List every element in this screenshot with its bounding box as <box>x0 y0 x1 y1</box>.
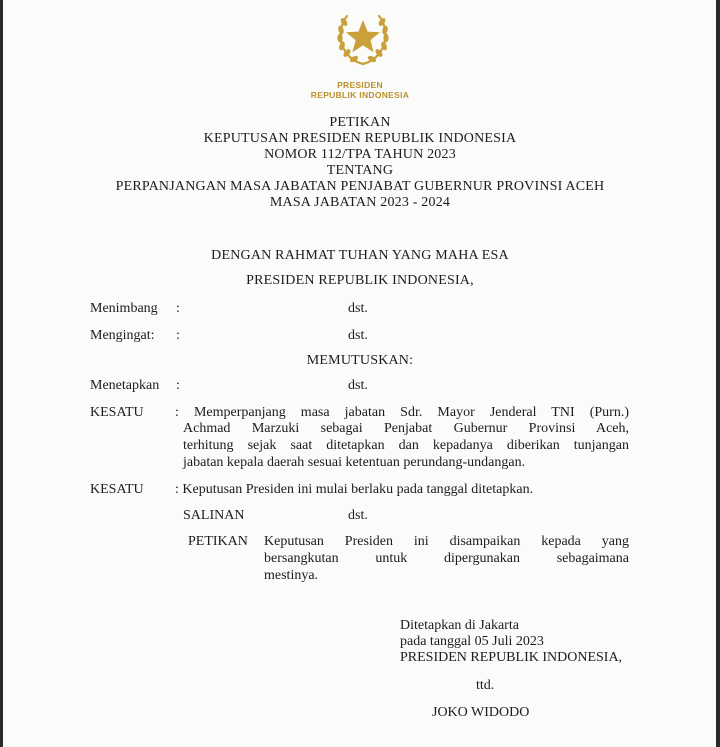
menetapkan-label: Menetapkan <box>90 378 160 393</box>
decision-heading: MEMUTUSKAN: <box>306 353 414 368</box>
menimbang-label: Menimbang <box>90 301 158 316</box>
decree-number: NOMOR 112/TPA TAHUN 2023 <box>264 147 456 162</box>
petikan-label: PETIKAN <box>188 534 248 549</box>
garuda-star-emblem-icon <box>333 6 393 68</box>
petikan-line-2: bersangkutan untuk dipergunakan sebagaimana <box>264 551 629 566</box>
mengingat-value: dst. <box>348 328 368 343</box>
emblem-caption-bottom: REPUBLIK INDONESIA <box>310 90 410 100</box>
first-article-line-4: jabatan kepala daerah sesuai ketentuan perundang-undangan. <box>183 455 526 470</box>
menetapkan-colon: : <box>176 378 180 393</box>
document-title: PETIKAN <box>329 115 391 130</box>
page-right-edge <box>716 0 720 747</box>
second-article-text: : Keputusan Presiden ini mulai berlaku pada tanggal ditetapkan. <box>175 482 534 497</box>
president-heading: PRESIDEN REPUBLIK INDONESIA, <box>246 273 474 288</box>
second-article-label: KESATU <box>90 482 144 497</box>
mengingat-colon: : <box>176 328 180 343</box>
menimbang-colon: : <box>176 301 180 316</box>
first-article-line-1: : Memperpanjang masa jabatan Sdr. Mayor Jenderal TNI (Purn.) <box>175 405 629 420</box>
signature-place: Ditetapkan di Jakarta <box>400 618 519 633</box>
subject-line-1: PERPANJANGAN MASA JABATAN PENJABAT GUBERNUR PROVINSI ACEH <box>115 179 605 194</box>
first-article-line-2: Achmad Marzuki sebagai Penjabat Gubernur Provinsi Aceh, <box>183 421 629 436</box>
signature-office: PRESIDEN REPUBLIK INDONESIA, <box>400 650 623 665</box>
document-page <box>3 0 716 747</box>
salinan-label: SALINAN <box>183 508 245 523</box>
about-label: TENTANG <box>326 163 394 178</box>
decree-title: KEPUTUSAN PRESIDEN REPUBLIK INDONESIA <box>203 131 517 146</box>
subject-line-2: MASA JABATAN 2023 - 2024 <box>269 195 451 210</box>
blessing-line: DENGAN RAHMAT TUHAN YANG MAHA ESA <box>211 248 509 263</box>
mengingat-label: Mengingat: <box>90 328 155 343</box>
salinan-value: dst. <box>348 508 368 523</box>
petikan-line-1: Keputusan Presiden ini disampaikan kepada yang <box>264 534 629 549</box>
first-article-label: KESATU <box>90 405 144 420</box>
emblem-caption-top: PRESIDEN <box>337 80 383 90</box>
first-article-line-3: terhitung sejak saat ditetapkan dan kepadanya diberikan tunjangan <box>183 438 629 453</box>
signature-date: pada tanggal 05 Juli 2023 <box>400 634 544 649</box>
signatory-name: JOKO WIDODO <box>432 705 530 720</box>
petikan-line-3: mestinya. <box>264 568 319 583</box>
signature-mark: ttd. <box>476 678 495 693</box>
menetapkan-value: dst. <box>348 378 368 393</box>
menimbang-value: dst. <box>348 301 368 316</box>
